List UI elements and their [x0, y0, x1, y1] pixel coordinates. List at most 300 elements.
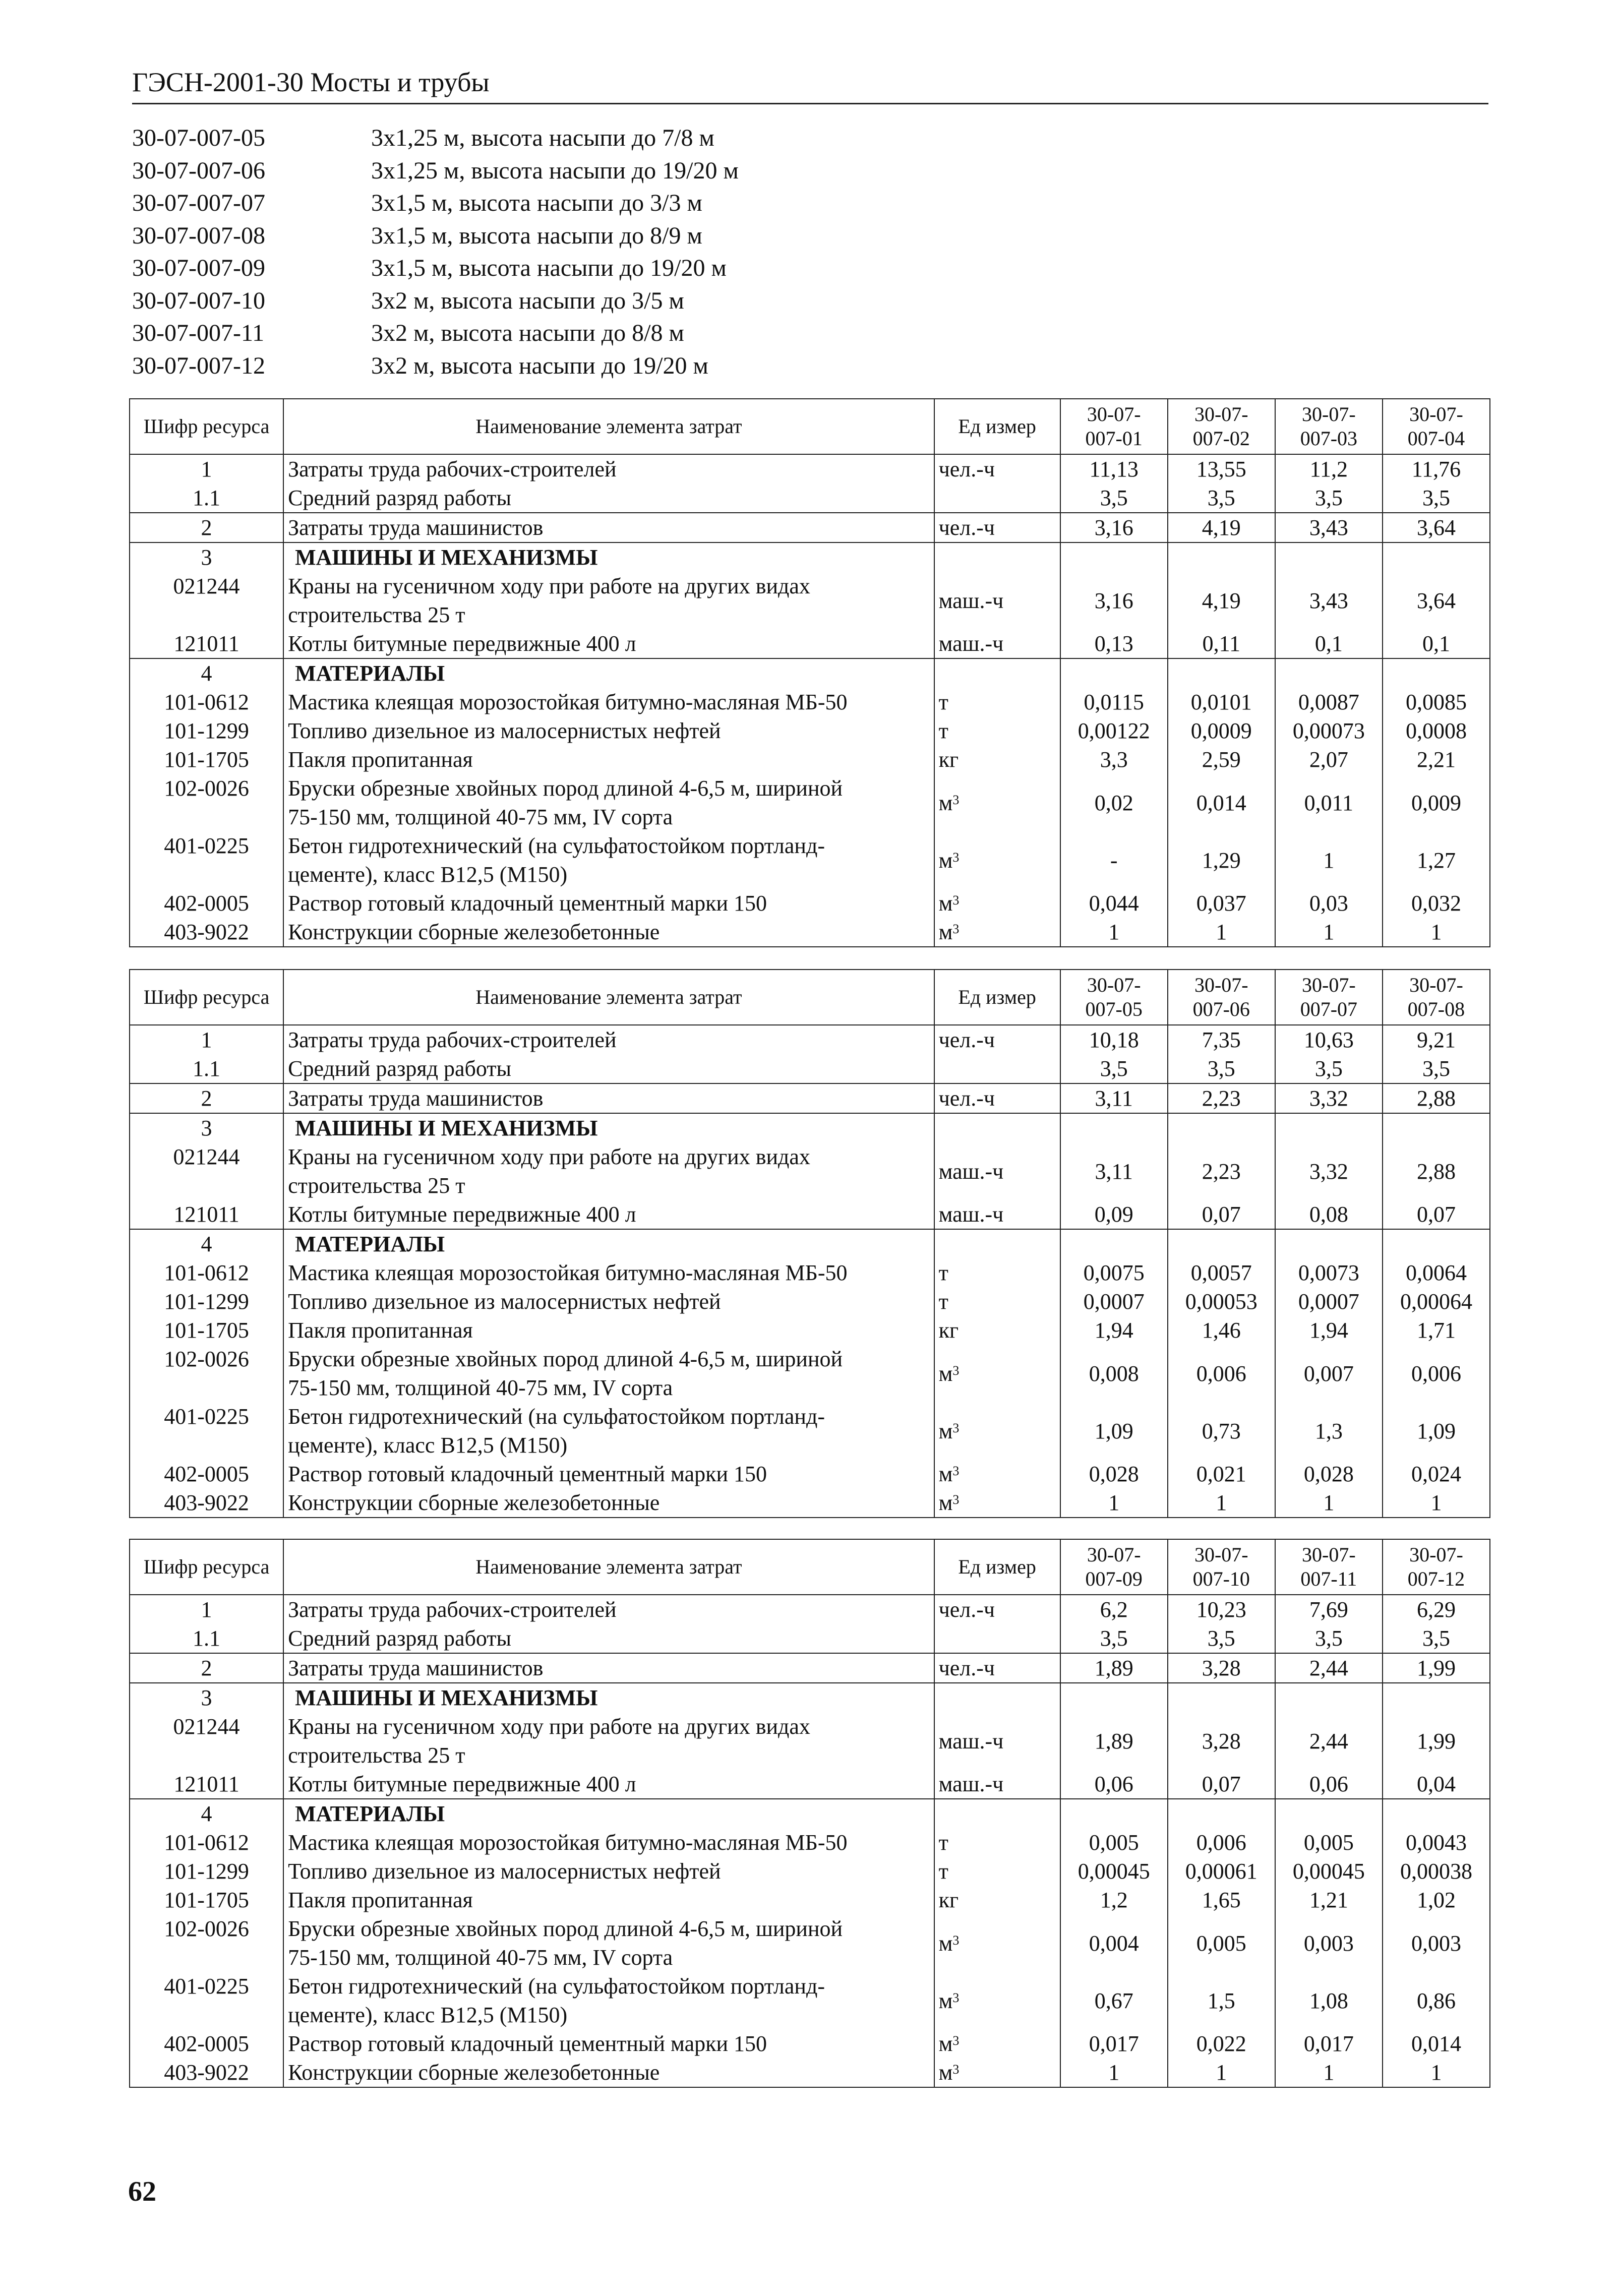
- resource-name: [283, 889, 934, 918]
- resource-name-line1: Раствор готовый кладочный цементный марки 150: [288, 891, 767, 916]
- value-cell: 6,2: [1060, 1595, 1168, 1624]
- resource-unit: [934, 572, 1060, 629]
- header-code: Шифр ресурса: [130, 1539, 283, 1595]
- value-cell: 3,5: [1383, 1624, 1490, 1653]
- resource-name-line1: МАТЕРИАЛЫ: [295, 661, 445, 686]
- resource-name: [283, 1914, 934, 1972]
- value-cell: 0,0043: [1383, 1828, 1490, 1857]
- resource-name: [283, 1054, 934, 1083]
- resource-code: 403-9022: [130, 918, 283, 947]
- value-cell: 2,88: [1383, 1083, 1490, 1113]
- resource-name-line1: МАТЕРИАЛЫ: [295, 1801, 445, 1826]
- table-row: [130, 1857, 1490, 1886]
- value-cell: 4,19: [1168, 572, 1275, 629]
- variant-text: 3x1,5 м, высота насыпи до 8/9 м: [371, 222, 702, 249]
- unit-text: маш.-ч: [938, 631, 1004, 656]
- value-cell: 0,032: [1383, 889, 1490, 918]
- value-cell: [1168, 658, 1275, 688]
- value-cell: 0,00061: [1168, 1857, 1275, 1886]
- value-cell: 1: [1060, 918, 1168, 947]
- norm-code-line1: 30-07-: [1302, 403, 1356, 426]
- resource-name: [283, 542, 934, 572]
- value-cell: [1060, 1683, 1168, 1712]
- resource-name-line1: МАТЕРИАЛЫ: [295, 1232, 445, 1256]
- value-cell: 0,0064: [1383, 1258, 1490, 1287]
- value-cell: 0,67: [1060, 1972, 1168, 2029]
- resource-name: [283, 1402, 934, 1460]
- value-cell: 1,89: [1060, 1653, 1168, 1683]
- header-name: Наименование элемента затрат: [283, 1539, 934, 1595]
- resource-name-line1: Топливо дизельное из малосернистых нефтей: [288, 1859, 721, 1884]
- value-cell: 9,21: [1383, 1025, 1490, 1054]
- unit-text: чел.-ч: [938, 1597, 995, 1622]
- value-cell: 13,55: [1168, 454, 1275, 484]
- unit-superscript: 3: [952, 1464, 960, 1478]
- resource-name-line1: Пакля пропитанная: [288, 1318, 473, 1343]
- resource-code: 402-0005: [130, 2029, 283, 2058]
- value-cell: 1,08: [1275, 1972, 1383, 2029]
- resource-code: 101-1705: [130, 745, 283, 774]
- resource-name: [283, 1113, 934, 1142]
- resource-code: 403-9022: [130, 1488, 283, 1518]
- resource-name-line1: Котлы битумные передвижные 400 л: [288, 631, 636, 656]
- table-row: [130, 831, 1490, 889]
- value-cell: [1060, 658, 1168, 688]
- table-row: [130, 1770, 1490, 1799]
- resource-name: [283, 1653, 934, 1683]
- value-cell: 0,00122: [1060, 716, 1168, 745]
- resource-unit: [934, 1054, 1060, 1083]
- resource-unit: [934, 1828, 1060, 1857]
- value-cell: 3,5: [1383, 484, 1490, 513]
- unit-text: т: [938, 1289, 948, 1314]
- resource-code: 4: [130, 1799, 283, 1828]
- variant-code: 30-07-007-11: [132, 320, 265, 346]
- norm-code-line1: 30-07-: [1194, 1543, 1248, 1566]
- resource-code: 121011: [130, 629, 283, 658]
- variant-item: [132, 350, 739, 383]
- resource-name: [283, 831, 934, 889]
- unit-superscript: 3: [952, 792, 960, 807]
- value-cell: 0,005: [1275, 1828, 1383, 1857]
- table-row: [130, 1345, 1490, 1402]
- resource-name-line1: Затраты труда рабочих-строителей: [288, 1028, 617, 1052]
- value-cell: 6,29: [1383, 1595, 1490, 1624]
- norm-code-line2: 007-09: [1085, 1567, 1143, 1590]
- value-cell: 1,27: [1383, 831, 1490, 889]
- resource-name-line1: Средний разряд работы: [288, 486, 512, 510]
- value-cell: 0,09: [1060, 1200, 1168, 1229]
- table-row: [130, 1886, 1490, 1914]
- table-row: [130, 1200, 1490, 1229]
- resource-name-line1: Пакля пропитанная: [288, 1888, 473, 1912]
- table-row: [130, 1460, 1490, 1488]
- resource-name-line1: Мастика клеящая морозостойкая битумно-масляная МБ-50: [288, 1830, 848, 1855]
- table-row: [130, 745, 1490, 774]
- value-cell: 0,06: [1060, 1770, 1168, 1799]
- value-cell: 3,5: [1275, 1624, 1383, 1653]
- value-cell: [1168, 1799, 1275, 1828]
- value-cell: [1168, 1229, 1275, 1258]
- resource-name-line1: Конструкции сборные железобетонные: [288, 920, 660, 944]
- resource-unit: [934, 1345, 1060, 1402]
- resource-name-line2: строительства 25 т: [288, 1743, 465, 1768]
- value-cell: 1: [1383, 1488, 1490, 1518]
- resource-unit: [934, 454, 1060, 484]
- norm-code-line1: 30-07-: [1302, 974, 1356, 996]
- header-norm-code: [1060, 1539, 1168, 1595]
- value-cell: 0,86: [1383, 1972, 1490, 2029]
- header-unit: Ед измер: [934, 1539, 1060, 1595]
- resource-name: [283, 1857, 934, 1886]
- value-cell: 0,028: [1275, 1460, 1383, 1488]
- value-cell: 1,3: [1275, 1402, 1383, 1460]
- resource-name-line1: Затраты труда машинистов: [288, 515, 544, 540]
- unit-text: м: [938, 2060, 953, 2085]
- resource-code: 101-1299: [130, 716, 283, 745]
- value-cell: 2,44: [1275, 1653, 1383, 1683]
- header-norm-code: [1275, 1539, 1383, 1595]
- resource-name-line1: Раствор готовый кладочный цементный марки 150: [288, 1462, 767, 1486]
- value-cell: [1060, 1799, 1168, 1828]
- unit-superscript: 3: [952, 1932, 960, 1948]
- resource-code: 101-0612: [130, 1258, 283, 1287]
- unit-superscript: 3: [952, 922, 960, 936]
- header-code: Шифр ресурса: [130, 970, 283, 1025]
- norm-code-line1: 30-07-: [1409, 974, 1463, 996]
- value-cell: 0,00064: [1383, 1287, 1490, 1316]
- value-cell: 3,11: [1060, 1142, 1168, 1200]
- value-cell: 1,2: [1060, 1886, 1168, 1914]
- header-norm-code: [1275, 970, 1383, 1025]
- table-row: [130, 1653, 1490, 1683]
- resource-unit: [934, 484, 1060, 513]
- value-cell: 7,35: [1168, 1025, 1275, 1054]
- resource-name: [283, 1142, 934, 1200]
- value-cell: 0,06: [1275, 1770, 1383, 1799]
- value-cell: 1,99: [1383, 1653, 1490, 1683]
- value-cell: [1383, 542, 1490, 572]
- resource-name: [283, 1886, 934, 1914]
- value-cell: [1168, 1683, 1275, 1712]
- resource-name: [283, 1972, 934, 2029]
- value-cell: 3,5: [1060, 1054, 1168, 1083]
- table-row: [130, 774, 1490, 831]
- variant-item: [132, 285, 739, 318]
- value-cell: 0,1: [1275, 629, 1383, 658]
- resource-name: [283, 1595, 934, 1624]
- resource-name: [283, 1316, 934, 1345]
- variant-code: 30-07-007-09: [132, 255, 265, 281]
- resource-unit: [934, 1886, 1060, 1914]
- resource-name-line2: цементе), класс В12,5 (М150): [288, 862, 568, 887]
- value-cell: 11,13: [1060, 454, 1168, 484]
- resource-code: 021244: [130, 572, 283, 629]
- resource-name-line2: 75-150 мм, толщиной 40-75 мм, IV сорта: [288, 805, 673, 829]
- value-cell: 0,003: [1275, 1914, 1383, 1972]
- resource-code: 121011: [130, 1770, 283, 1799]
- resource-unit: [934, 1972, 1060, 2029]
- norm-code-line2: 007-04: [1407, 427, 1465, 450]
- variant-item: [132, 220, 739, 253]
- value-cell: 3,5: [1060, 1624, 1168, 1653]
- value-cell: 3,64: [1383, 572, 1490, 629]
- unit-text: кг: [938, 747, 959, 772]
- resource-table: [129, 1539, 1490, 2088]
- value-cell: [1275, 1229, 1383, 1258]
- value-cell: 11,2: [1275, 454, 1383, 484]
- resource-unit: [934, 1142, 1060, 1200]
- value-cell: 0,0085: [1383, 688, 1490, 716]
- table-row: [130, 513, 1490, 542]
- norm-code-line2: 007-11: [1300, 1567, 1357, 1590]
- variant-code: 30-07-007-10: [132, 287, 265, 314]
- unit-text: м: [938, 1418, 953, 1443]
- table-row: [130, 1258, 1490, 1287]
- value-cell: 0,07: [1168, 1770, 1275, 1799]
- unit-text: м: [938, 1462, 953, 1486]
- resource-name: [283, 1287, 934, 1316]
- header-code: Шифр ресурса: [130, 399, 283, 454]
- value-cell: 1,09: [1060, 1402, 1168, 1460]
- resource-unit: [934, 1683, 1060, 1712]
- variant-text: 3x1,5 м, высота насыпи до 19/20 м: [371, 255, 727, 281]
- value-cell: [1060, 1229, 1168, 1258]
- value-cell: 0,04: [1383, 1770, 1490, 1799]
- resource-unit: [934, 889, 1060, 918]
- resource-code: 1.1: [130, 1054, 283, 1083]
- header-name: Наименование элемента затрат: [283, 399, 934, 454]
- value-cell: 3,5: [1275, 484, 1383, 513]
- value-cell: 0,006: [1168, 1828, 1275, 1857]
- table-row: [130, 2058, 1490, 2087]
- resource-code: 2: [130, 513, 283, 542]
- value-cell: 1: [1383, 918, 1490, 947]
- value-cell: 0,003: [1383, 1914, 1490, 1972]
- resource-unit: [934, 1113, 1060, 1142]
- unit-text: м: [938, 790, 953, 815]
- table-row: [130, 1828, 1490, 1857]
- resource-name-line1: Затраты труда машинистов: [288, 1086, 544, 1111]
- table-row: [130, 1402, 1490, 1460]
- resource-name: [283, 2029, 934, 2058]
- value-cell: 0,017: [1060, 2029, 1168, 2058]
- header-unit: Ед измер: [934, 399, 1060, 454]
- table-row: [130, 1595, 1490, 1624]
- value-cell: 0,005: [1168, 1914, 1275, 1972]
- resource-name: [283, 1345, 934, 1402]
- value-cell: 3,16: [1060, 513, 1168, 542]
- table-row: [130, 484, 1490, 513]
- header-norm-code: [1168, 1539, 1275, 1595]
- variant-text: 3x1,25 м, высота насыпи до 7/8 м: [371, 125, 714, 151]
- value-cell: 3,5: [1383, 1054, 1490, 1083]
- resource-code: 402-0005: [130, 889, 283, 918]
- resource-unit: [934, 1200, 1060, 1229]
- resource-code: 1: [130, 1595, 283, 1624]
- resource-name-line1: Бетон гидротехнический (на сульфатостойком портланд-: [288, 1974, 825, 1999]
- value-cell: 3,32: [1275, 1083, 1383, 1113]
- value-cell: 3,5: [1168, 1624, 1275, 1653]
- resource-name: [283, 629, 934, 658]
- value-cell: 0,014: [1168, 774, 1275, 831]
- variant-item: [132, 252, 739, 285]
- table-row: [130, 1025, 1490, 1054]
- variant-code: 30-07-007-07: [132, 190, 265, 216]
- value-cell: 0,037: [1168, 889, 1275, 918]
- resource-code: 3: [130, 1683, 283, 1712]
- value-cell: 1,65: [1168, 1886, 1275, 1914]
- unit-text: маш.-ч: [938, 1772, 1004, 1796]
- resource-code: 102-0026: [130, 1914, 283, 1972]
- resource-code: 101-0612: [130, 688, 283, 716]
- resource-table: [129, 969, 1490, 1518]
- resource-name: [283, 774, 934, 831]
- table-row: [130, 1316, 1490, 1345]
- resource-code: 401-0225: [130, 1972, 283, 2029]
- value-cell: 3,16: [1060, 572, 1168, 629]
- table-row: [130, 454, 1490, 484]
- document-title: ГЭСН-2001-30 Мосты и трубы: [132, 67, 490, 97]
- value-cell: 0,014: [1383, 2029, 1490, 2058]
- resource-name-line1: Бетон гидротехнический (на сульфатостойком портланд-: [288, 1404, 825, 1429]
- table-row: [130, 1229, 1490, 1258]
- resource-unit: [934, 513, 1060, 542]
- unit-text: чел.-ч: [938, 1086, 995, 1111]
- variant-item: [132, 155, 739, 188]
- value-cell: [1383, 1229, 1490, 1258]
- value-cell: 1: [1275, 918, 1383, 947]
- value-cell: 3,28: [1168, 1712, 1275, 1770]
- value-cell: 1: [1168, 918, 1275, 947]
- variant-text: 3x2 м, высота насыпи до 3/5 м: [371, 287, 684, 314]
- resource-name: [283, 1770, 934, 1799]
- value-cell: 0,00045: [1275, 1857, 1383, 1886]
- resource-code: 021244: [130, 1712, 283, 1770]
- unit-text: кг: [938, 1888, 959, 1912]
- table-row: [130, 572, 1490, 629]
- value-cell: 2,44: [1275, 1712, 1383, 1770]
- value-cell: [1275, 1683, 1383, 1712]
- value-cell: [1275, 1113, 1383, 1142]
- variant-code: 30-07-007-06: [132, 157, 265, 184]
- unit-text: маш.-ч: [938, 1159, 1004, 1184]
- value-cell: 0,028: [1060, 1460, 1168, 1488]
- norm-code-line2: 007-03: [1300, 427, 1358, 450]
- resource-name-line1: Затраты труда рабочих-строителей: [288, 457, 617, 481]
- variant-code: 30-07-007-12: [132, 352, 265, 379]
- resource-code: 1.1: [130, 484, 283, 513]
- unit-text: кг: [938, 1318, 959, 1343]
- table-row: [130, 1683, 1490, 1712]
- value-cell: 0,08: [1275, 1200, 1383, 1229]
- table-row: [130, 1113, 1490, 1142]
- value-cell: 1,29: [1168, 831, 1275, 889]
- value-cell: 4,19: [1168, 513, 1275, 542]
- norm-code-line1: 30-07-: [1194, 403, 1248, 426]
- table-header-row: [130, 1539, 1490, 1595]
- table-row: [130, 1488, 1490, 1518]
- value-cell: 3,5: [1168, 484, 1275, 513]
- value-cell: 1,99: [1383, 1712, 1490, 1770]
- resource-name: [283, 1229, 934, 1258]
- resource-name: [283, 454, 934, 484]
- resource-name: [283, 1488, 934, 1518]
- unit-superscript: 3: [952, 1363, 960, 1378]
- resource-name-line1: Котлы битумные передвижные 400 л: [288, 1772, 636, 1796]
- value-cell: 0,02: [1060, 774, 1168, 831]
- resource-name-line1: Бруски обрезные хвойных пород длиной 4-6,5 м, шириной: [288, 1347, 843, 1371]
- resource-name-line1: Краны на гусеничном ходу при работе на других видах: [288, 1714, 810, 1739]
- value-cell: 7,69: [1275, 1595, 1383, 1624]
- resource-code: 101-1705: [130, 1316, 283, 1345]
- value-cell: 3,11: [1060, 1083, 1168, 1113]
- value-cell: 0,0115: [1060, 688, 1168, 716]
- table-row: [130, 1624, 1490, 1653]
- variant-text: 3x1,5 м, высота насыпи до 3/3 м: [371, 190, 702, 216]
- resource-name: [283, 1799, 934, 1828]
- value-cell: 10,63: [1275, 1025, 1383, 1054]
- value-cell: 1: [1168, 2058, 1275, 2087]
- value-cell: 1,94: [1060, 1316, 1168, 1345]
- table-row: [130, 1799, 1490, 1828]
- value-cell: 3,43: [1275, 572, 1383, 629]
- page-number: 62: [128, 2176, 156, 2207]
- resource-unit: [934, 1624, 1060, 1653]
- resource-name: [283, 1083, 934, 1113]
- norm-code-line1: 30-07-: [1087, 403, 1141, 426]
- value-cell: [1060, 542, 1168, 572]
- resource-table: [129, 398, 1490, 947]
- header-norm-code: [1383, 1539, 1490, 1595]
- value-cell: 0,006: [1168, 1345, 1275, 1402]
- value-cell: 3,64: [1383, 513, 1490, 542]
- resource-name-line1: Мастика клеящая морозостойкая битумно-масляная МБ-50: [288, 690, 848, 714]
- resource-name-line2: цементе), класс В12,5 (М150): [288, 1433, 568, 1458]
- resource-name: [283, 716, 934, 745]
- value-cell: [1383, 1113, 1490, 1142]
- value-cell: 3,43: [1275, 513, 1383, 542]
- table-header-row: [130, 970, 1490, 1025]
- unit-text: т: [938, 1830, 948, 1855]
- resource-code: 1: [130, 1025, 283, 1054]
- resource-code: 101-1299: [130, 1857, 283, 1886]
- value-cell: 0,0073: [1275, 1258, 1383, 1287]
- resource-code: 402-0005: [130, 1460, 283, 1488]
- resource-code: 101-0612: [130, 1828, 283, 1857]
- value-cell: [1383, 1799, 1490, 1828]
- variant-text: 3x1,25 м, высота насыпи до 19/20 м: [371, 157, 739, 184]
- resource-name: [283, 1025, 934, 1054]
- value-cell: 0,03: [1275, 889, 1383, 918]
- resource-code: 4: [130, 658, 283, 688]
- resource-name: [283, 1460, 934, 1488]
- resource-unit: [934, 1025, 1060, 1054]
- resource-name-line1: Мастика клеящая морозостойкая битумно-масляная МБ-50: [288, 1260, 848, 1285]
- value-cell: [1383, 658, 1490, 688]
- table-row: [130, 1287, 1490, 1316]
- resource-unit: [934, 658, 1060, 688]
- norm-code-line2: 007-12: [1407, 1567, 1465, 1590]
- unit-text: чел.-ч: [938, 1028, 995, 1052]
- resource-unit: [934, 774, 1060, 831]
- value-cell: 0,00038: [1383, 1857, 1490, 1886]
- unit-superscript: 3: [952, 1492, 960, 1507]
- resource-name: [283, 688, 934, 716]
- value-cell: [1275, 542, 1383, 572]
- resource-code: 401-0225: [130, 831, 283, 889]
- value-cell: 0,0087: [1275, 688, 1383, 716]
